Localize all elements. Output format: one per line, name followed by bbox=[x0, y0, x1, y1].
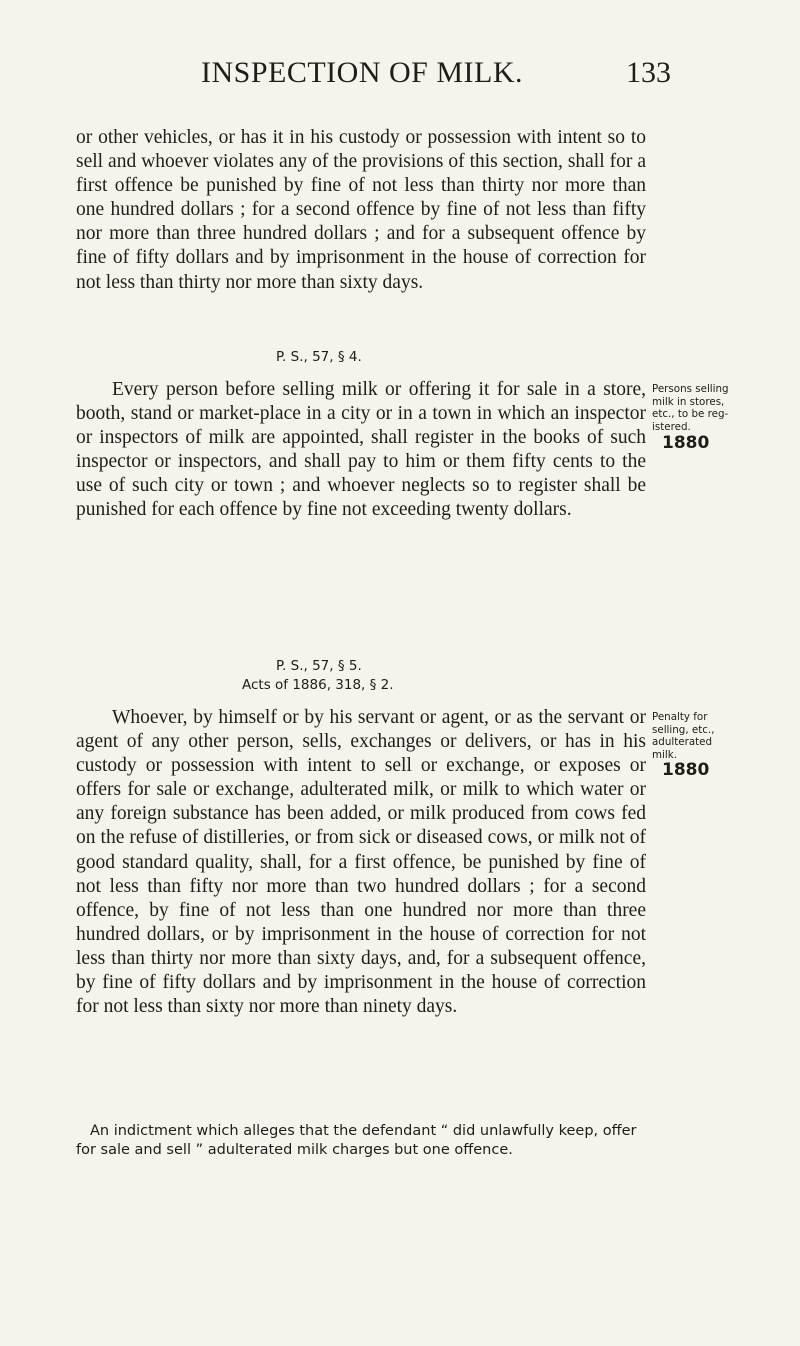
section-4-text: Every person before selling milk or offering it for sale in a store, booth, stand or market-place in a city or in a town in which an inspector or inspectors of milk are appointed, shall register in the books of such inspector or inspectors, and shall pay to him or them fifty cents to the use of such city or town ; and whoever neglects so to register shall be punished for each offence by fine not exceeding twenty dollars. bbox=[76, 379, 646, 521]
page-header bbox=[0, 56, 800, 96]
section-5-text: Whoever, by himself or by his servant or agent, or as the servant or agent of any other person, sells, exchanges or delivers, or has in his custody or possession with intent to sell or exchange, or exposes or offers for sale or exchange, adulterated milk, or milk to which water or any foreign substance has been added, or milk produced from cows fed on the refuse of distilleries, or from sick or diseased cows, or milk not of good standard quality, shall, for a first offence, be punished by fine of not less than fifty nor more than two hundred dollars ; for a second offence, by fine of not less than one hundred nor more than three hundred dollars, or by imprisonment in the house of correction for not less than thirty nor more than sixty days, and, for a subsequent offence, by fine of fifty dollars and by imprisonment in the house of correction for not less than sixty nor more than ninety days. bbox=[76, 707, 646, 1018]
section-4-citation: P. S., 57, § 4. bbox=[276, 349, 362, 365]
section-5-citation-2: Acts of 1886, 318, § 2. bbox=[242, 677, 394, 693]
section-5-citation-1: P. S., 57, § 5. bbox=[276, 658, 362, 674]
section-4-margin-note: Persons selling milk in stores, etc., to be reg- istered. bbox=[652, 383, 729, 433]
page-number: 133 bbox=[626, 56, 671, 89]
section-4-margin-year: 1880 bbox=[662, 433, 710, 453]
section-5-margin-note: Penalty for selling, etc., adulterated milk. bbox=[652, 711, 715, 761]
running-head: INSPECTION OF MILK. bbox=[201, 56, 524, 89]
section-5-margin-year: 1880 bbox=[662, 760, 710, 780]
case-annotation: An indictment which alleges that the defendant “ did unlawfully keep, offer for sale and sell ” adulterated milk charges but one offence. bbox=[76, 1123, 637, 1158]
continued-paragraph: or other vehicles, or has it in his custody or possession with intent so to sell and whoever violates any of the provisions of this section, shall for a first offence be punished by fine of not less than thirty nor more than one hundred dollars ; for a second offence by fine of not less than fifty nor more than three hundred dollars ; and for a subsequent offence by fine of fifty dollars and by imprisonment in the house of correction for not less than thirty nor more than sixty days. bbox=[76, 127, 646, 293]
